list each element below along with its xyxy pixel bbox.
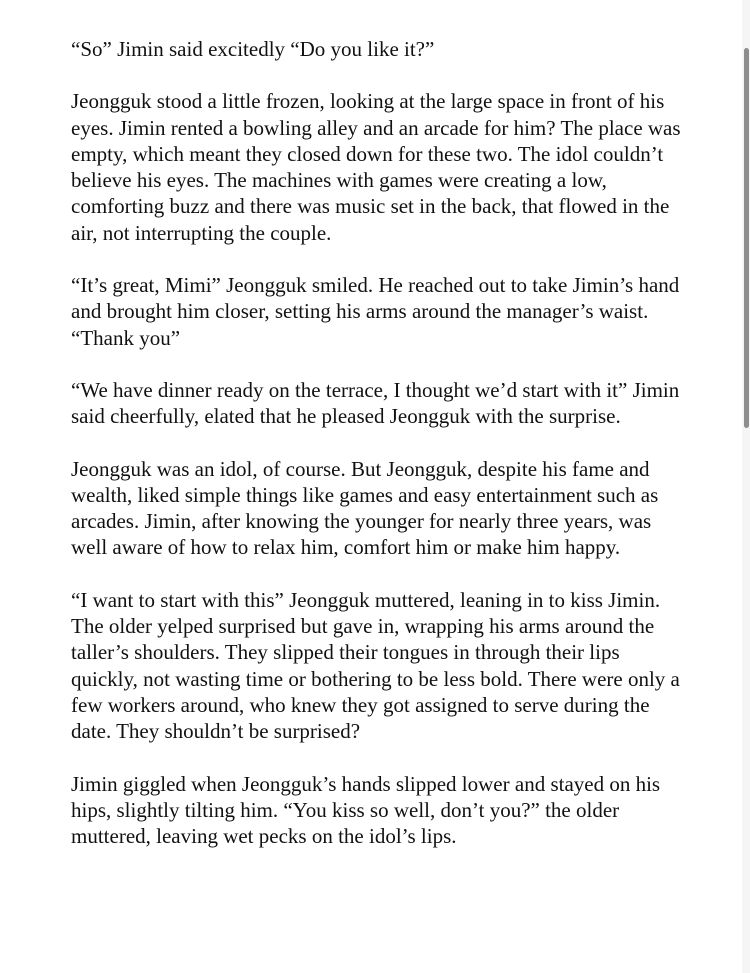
- paragraph-7: Jimin giggled when Jeongguk’s hands slipped lower and stayed on his hips, slightly tilting him. “You kiss so well, don’t you?” the older muttered, leaving wet pecks on the idol’s lips.: [71, 771, 661, 849]
- scrollbar-track[interactable]: [742, 0, 750, 973]
- paragraph-6: “I want to start with this” Jeongguk muttered, leaning in to kiss Jimin. The older yelped surprised but gave in, wrapping his arms around the taller’s shoulders. They slipped their tongues in through their lips quickly, not wasting time or bothering to be less bold. There were only a few workers around, who knew they got assigned to serve during the date. They shouldn’t be surprised?: [71, 587, 680, 744]
- story-text: [71, 36, 691, 875]
- paragraph-4: “We have dinner ready on the terrace, I thought we’d start with it” Jimin said cheerfully, elated that he pleased Jeongguk with the surprise.: [71, 377, 680, 429]
- paragraph-1: “So” Jimin said excitedly “Do you like it?”: [71, 37, 435, 61]
- scrollbar-thumb[interactable]: [744, 48, 749, 428]
- paragraph-5: Jeongguk was an idol, of course. But Jeongguk, despite his fame and wealth, liked simple things like games and easy entertainment such as arcades. Jimin, after knowing the younger for nearly three years, was well aware of how to relax him, comfort him or make him happy.: [71, 456, 659, 560]
- paragraph-2: Jeongguk stood a little frozen, looking at the large space in front of his eyes. Jimin rented a bowling alley and an arcade for him? The place was empty, which meant they closed down for these two. The idol couldn’t believe his eyes. The machines with games were creating a low, comforting buzz and there was music set in the back, that flowed in the air, not interrupting the couple.: [71, 89, 681, 245]
- paragraph-3: “It’s great, Mimi” Jeongguk smiled. He reached out to take Jimin’s hand and brought him closer, setting his arms around the manager’s waist. “Thank you”: [71, 273, 680, 350]
